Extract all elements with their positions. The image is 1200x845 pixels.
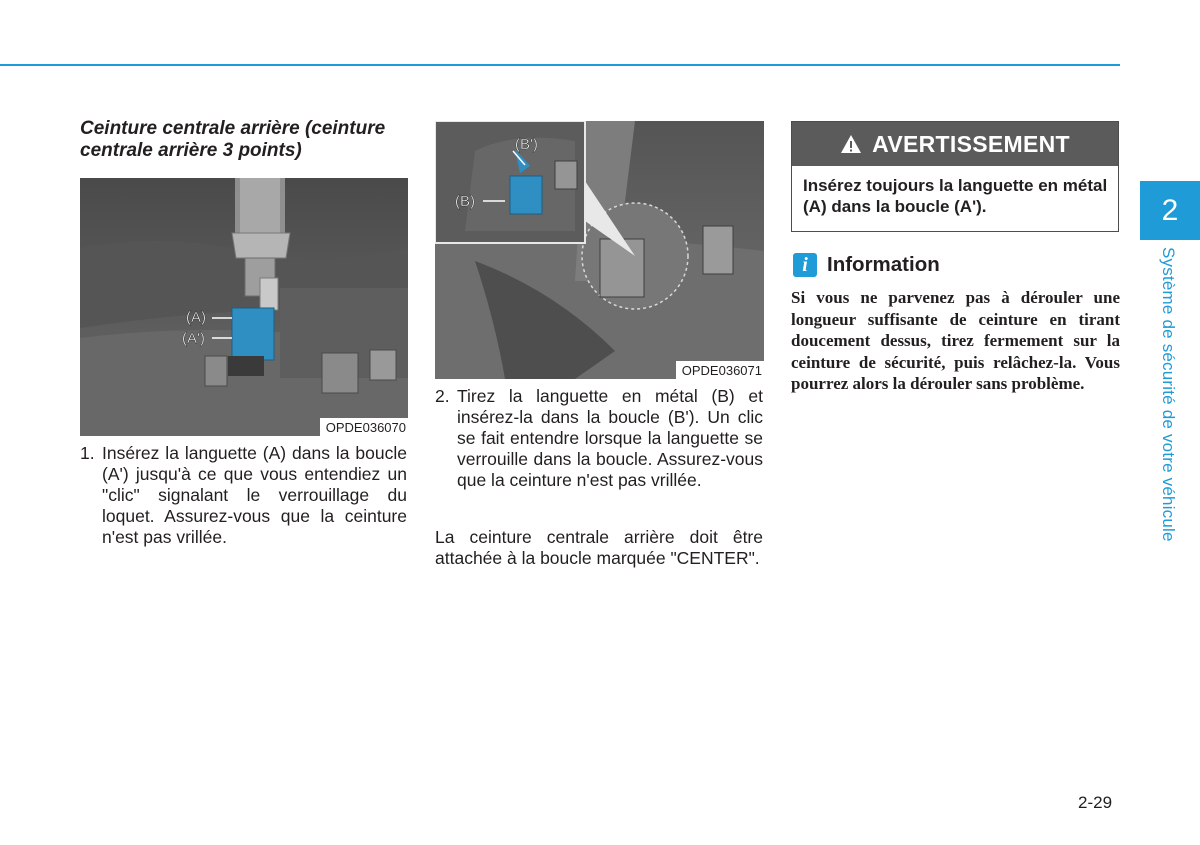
chapter-title: Système de sécurité de votre véhicule — [1159, 247, 1178, 542]
warning-icon — [840, 134, 862, 154]
warning-title: AVERTISSEMENT — [872, 130, 1070, 157]
step-1 — [80, 443, 407, 548]
step-number: 1. — [80, 443, 95, 463]
figure-code: OPDE036071 — [676, 361, 764, 379]
center-buckle-note: La ceinture centrale arrière doit être attachée à la boucle marquée "CENTER". — [435, 527, 763, 568]
figure-rear-center-belt-b — [435, 121, 764, 379]
information-title: Information — [827, 253, 940, 276]
figure-rear-center-belt-a — [80, 178, 408, 436]
info-icon: i — [793, 253, 817, 277]
step-2 — [435, 386, 763, 491]
label-b: (B) — [455, 193, 475, 210]
top-rule — [0, 64, 1120, 66]
label-a-prime: (A') — [182, 330, 205, 347]
information-text: Si vous ne parvenez pas à dérouler une longueur suffisante de ceinture en tirant doucement dessus, tirez fermement sur la ceinture de sécurité, puis relâchez-la. Vous pourrez alors la dérouler sans problème. — [791, 288, 1120, 393]
section-title: Ceinture centrale arrière (ceinture centrale arrière 3 points) — [80, 118, 386, 161]
label-b-prime: (B') — [515, 136, 538, 153]
figure-code: OPDE036070 — [320, 418, 408, 436]
chapter-number-tab: 2 — [1140, 181, 1200, 240]
label-a: (A) — [186, 309, 206, 326]
warning-text: Insérez toujours la languette en métal (A) dans la boucle (A'). — [803, 176, 1108, 216]
step-text: Tirez la languette en métal (B) et insérez-la dans la boucle (B'). Un clic se fait entendre lorsque la languette se verrouille dans la boucle. Assurez-vous que la ceinture n'est pas vrillée. — [457, 386, 763, 490]
page-number: 2-29 — [1078, 793, 1113, 812]
warning-box — [791, 121, 1119, 232]
step-number: 2. — [435, 386, 450, 406]
step-text: Insérez la languette (A) dans la boucle (A') jusqu'à ce que vous entendiez un "clic" signalant le verrouillage du loquet. Assurez-vous que la ceinture n'est pas vrillée. — [102, 443, 407, 547]
warning-header — [792, 122, 1118, 166]
seat-belt-illustration-a — [80, 178, 408, 436]
information-header — [793, 253, 940, 277]
seat-belt-illustration-b — [435, 121, 764, 379]
